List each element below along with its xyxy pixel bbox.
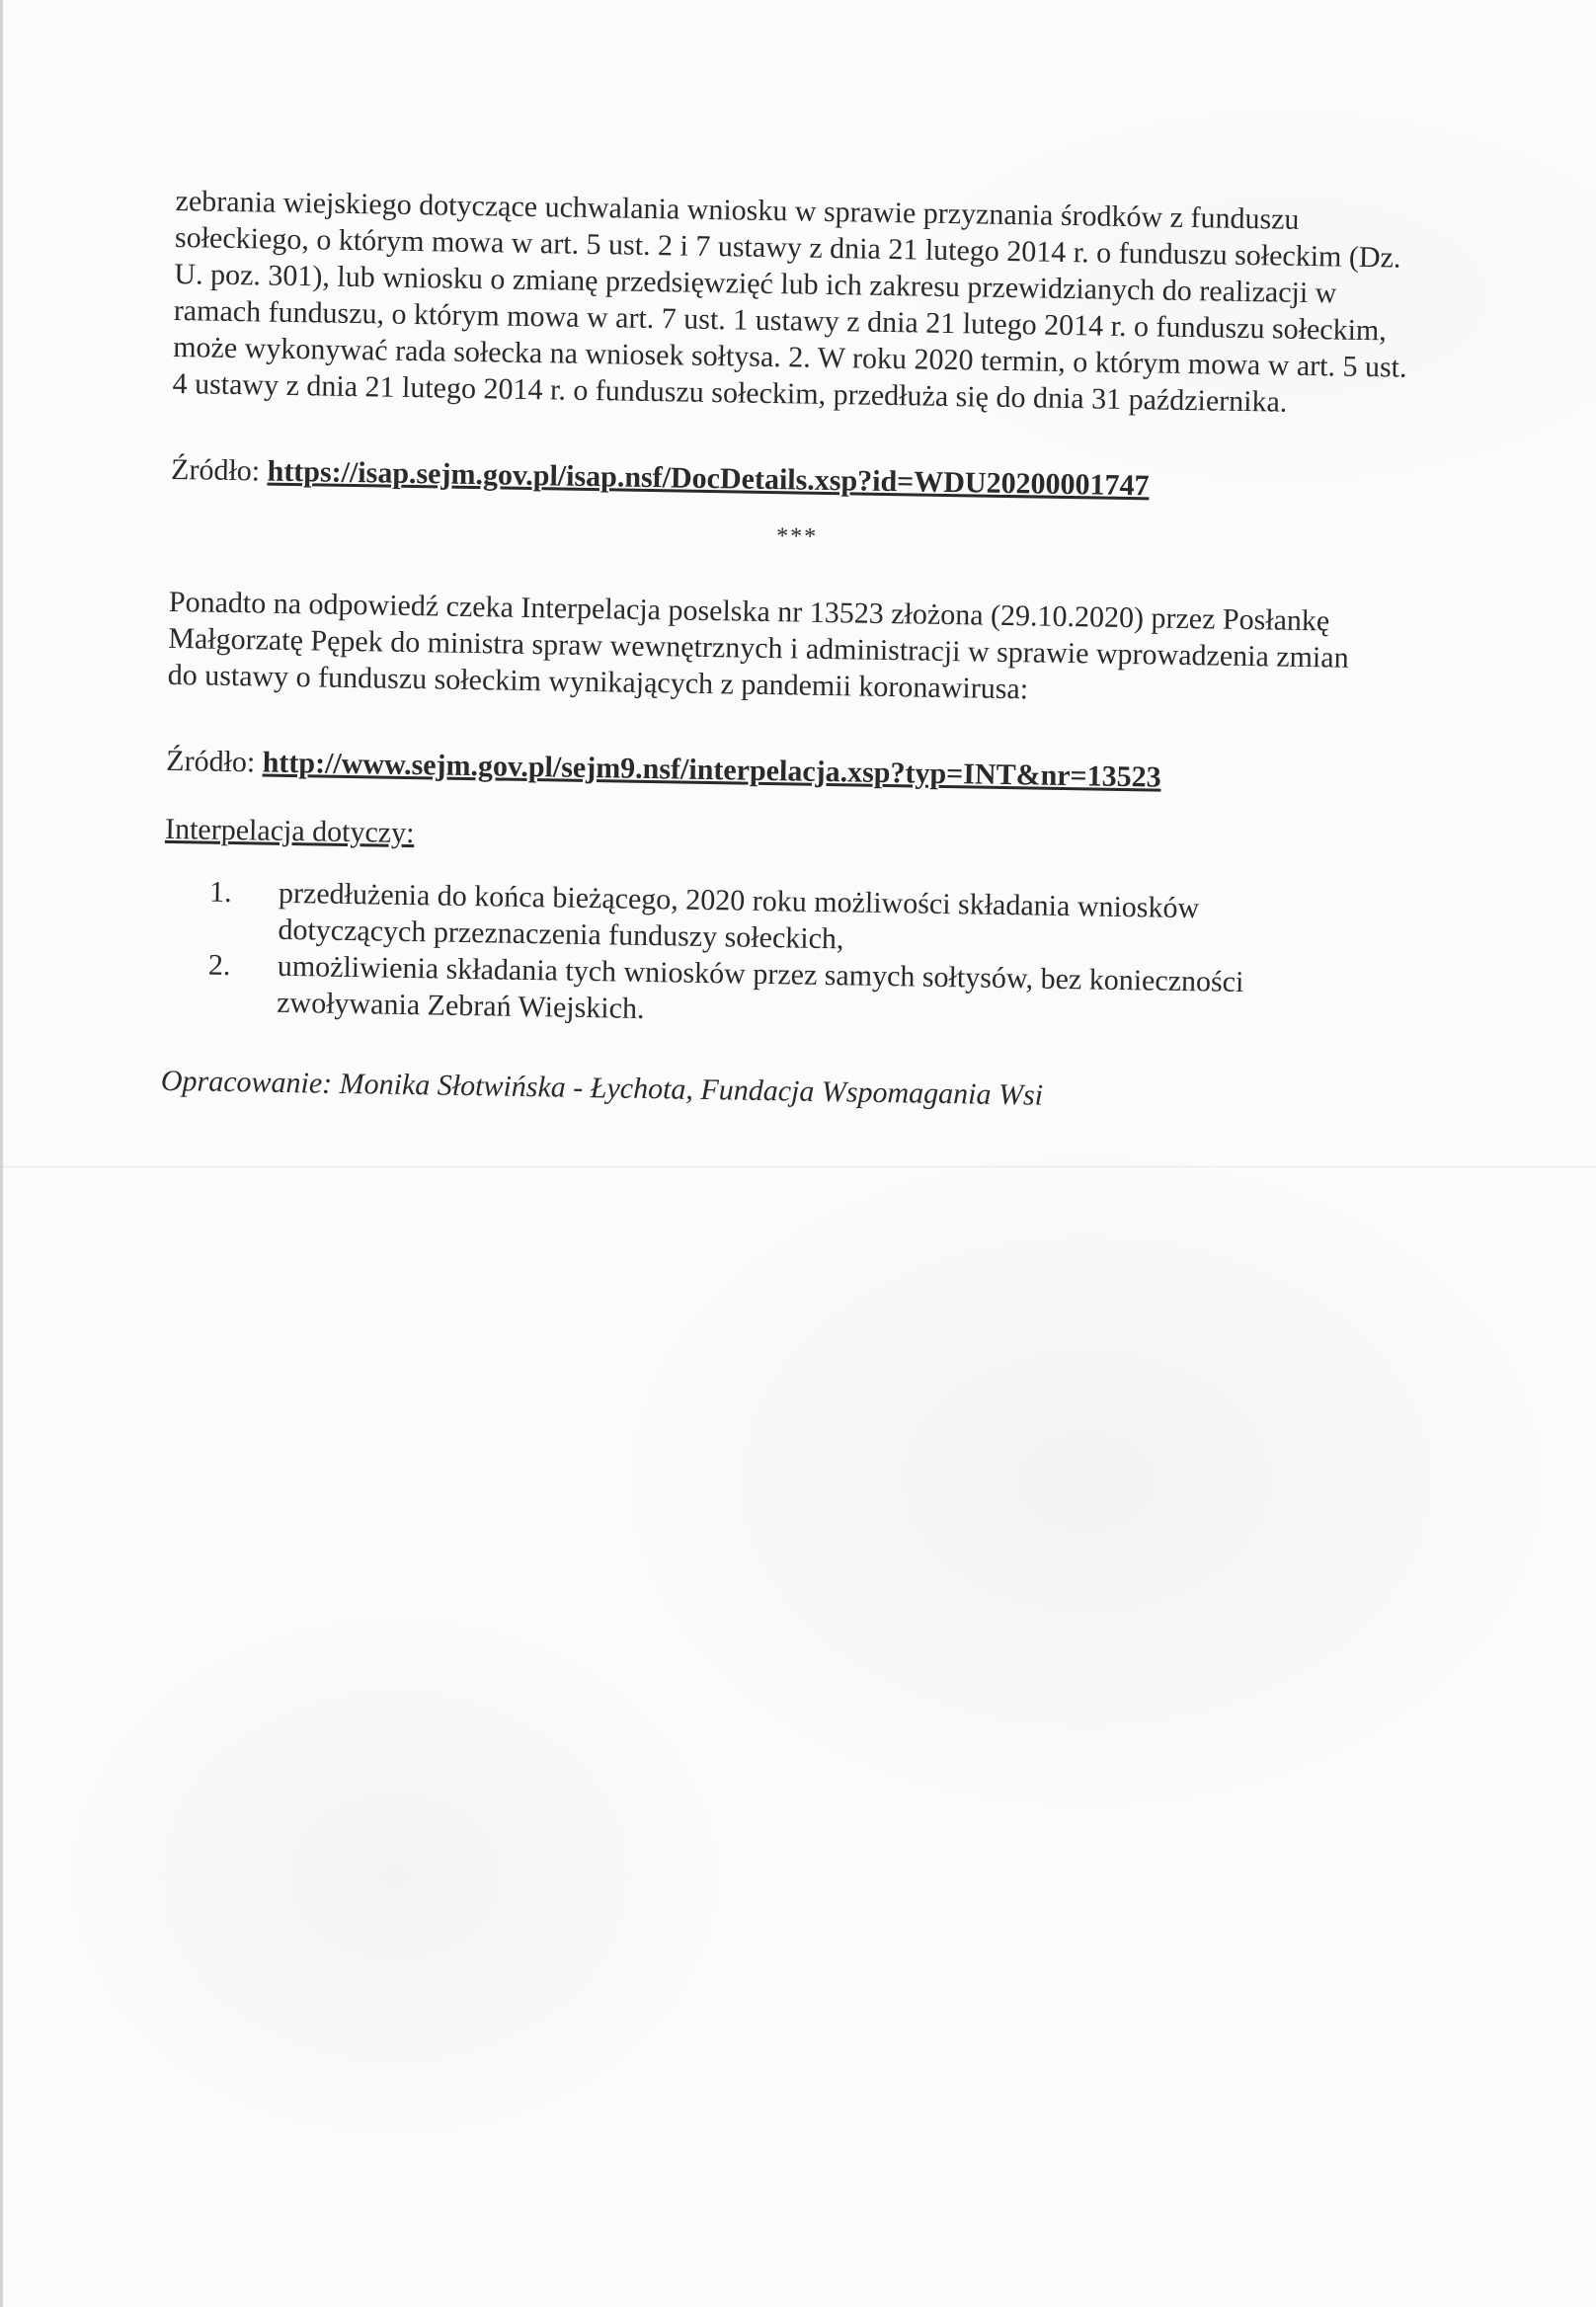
list-item-text: przedłużenia do końca bieżącego, 2020 roku możliwości składania wniosków dotyczących przeznaczenia funduszy sołeckich, [278, 876, 1200, 956]
source-line-2 [166, 743, 1420, 800]
source-link-sejm[interactable]: http://www.sejm.gov.pl/sejm9.nsf/interpelacja.xsp?typ=INT&nr=13523 [262, 746, 1161, 794]
paper-fold-line [0, 1166, 1596, 1167]
list-item-number: 1. [208, 875, 232, 910]
section-separator: *** [775, 523, 819, 550]
interpellation-paragraph: Ponadto na odpowiedź czeka Interpelacja poselska nr 13523 złożona (29.10.2020) przez Posłankę Małgorzatę Pępek do ministra spraw wewnętrznych i administracji w sprawie wprowadzenia zmian do ustawy o funduszu sołeckim wynikających z pandemii koronawirusa: [167, 585, 1349, 706]
interpellation-topics-list [162, 873, 1418, 1040]
list-item-text: umożliwienia składania tych wniosków przez samych sołtysów, bez konieczności zwoływania Zebrań Wiejskich. [276, 949, 1244, 1025]
page-edge-shadow [0, 0, 3, 2307]
source-line-1 [171, 451, 1425, 509]
author-credit: Opracowanie: Monika Słotwińska - Łychota, Fundacja Wspomagania Wsi [160, 1064, 1044, 1112]
source-label: Źródło: [170, 452, 268, 488]
source-link-isap[interactable]: https://isap.sejm.gov.pl/isap.nsf/DocDetails.xsp?id=WDU20200001747 [267, 454, 1150, 503]
document-body [161, 183, 1430, 1120]
source-label: Źródło: [166, 744, 264, 779]
list-item-number: 2. [207, 948, 231, 983]
interpellation-subheading: Interpelacja dotyczy: [164, 812, 415, 850]
intro-paragraph: zebrania wiejskiego dotyczące uchwalania wniosku w sprawie przyznania środków z funduszu sołeckiego, o którym mowa w art. 5 ust. 2 i 7 ustawy z dnia 21 lutego 2014 r. o funduszu sołeckim (Dz. U. poz. 301), lub wniosku o zmianę przedsięwzięć lub ich zakresu przewidzianych do realizacji w ramach funduszu, o którym mowa w art. 7 ust. 1 ustawy z dnia 21 lutego 2014 r. o funduszu sołeckim, może wykonywać rada sołecka na wniosek sołtysa. 2. W roku 2020 termin, o którym mowa w art. 5 ust. 4 ustawy z dnia 21 lutego 2014 r. o funduszu sołeckim, przedłuża się do dnia 31 października. [172, 184, 1407, 419]
